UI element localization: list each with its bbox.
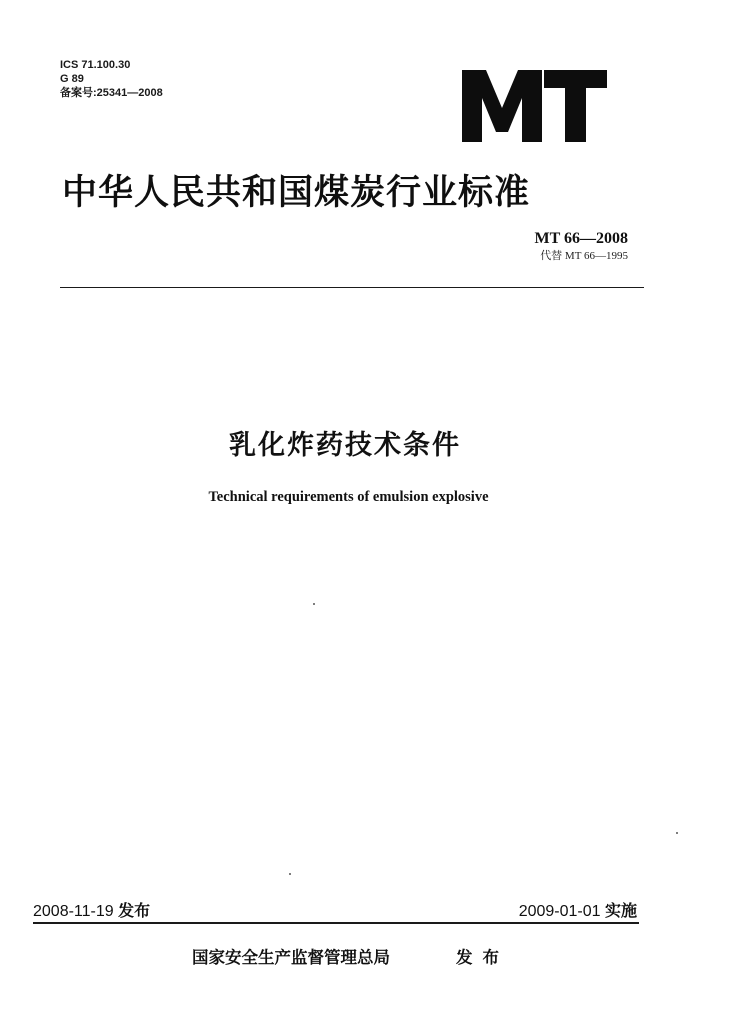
scan-speck (676, 832, 678, 834)
issue-date-block (33, 898, 150, 921)
issue-date: 2008-11-19 (33, 903, 114, 920)
standard-number-block (535, 229, 628, 263)
implement-date: 2009-01-01 (518, 903, 601, 920)
ccs-code: G 89 (60, 73, 84, 85)
document-title-chinese: 乳化炸药技术条件 (229, 430, 461, 461)
issuing-authority: 国家安全生产监督管理总局 (192, 948, 390, 967)
mt-logo (462, 70, 607, 142)
ics-code: ICS 71.100.30 (60, 59, 131, 71)
scan-speck (289, 873, 291, 875)
issue-label: 发布 (118, 903, 151, 920)
scan-speck (313, 603, 315, 605)
document-title-english: Technical requirements of emulsion explosive (208, 489, 489, 505)
implement-label: 实施 (604, 903, 637, 920)
issuer-action: 发布 (456, 948, 509, 967)
classification-block (60, 58, 163, 100)
record-number: 备案号:25341—2008 (60, 87, 163, 99)
header-divider (60, 287, 644, 288)
implement-date-block (519, 898, 637, 921)
footer-divider (33, 922, 639, 924)
standard-number: MT 66—2008 (534, 230, 628, 247)
replaces-standard: 代替 MT 66—1995 (540, 250, 628, 262)
standard-body-title: 中华人民共和国煤炭行业标准 (62, 173, 531, 213)
